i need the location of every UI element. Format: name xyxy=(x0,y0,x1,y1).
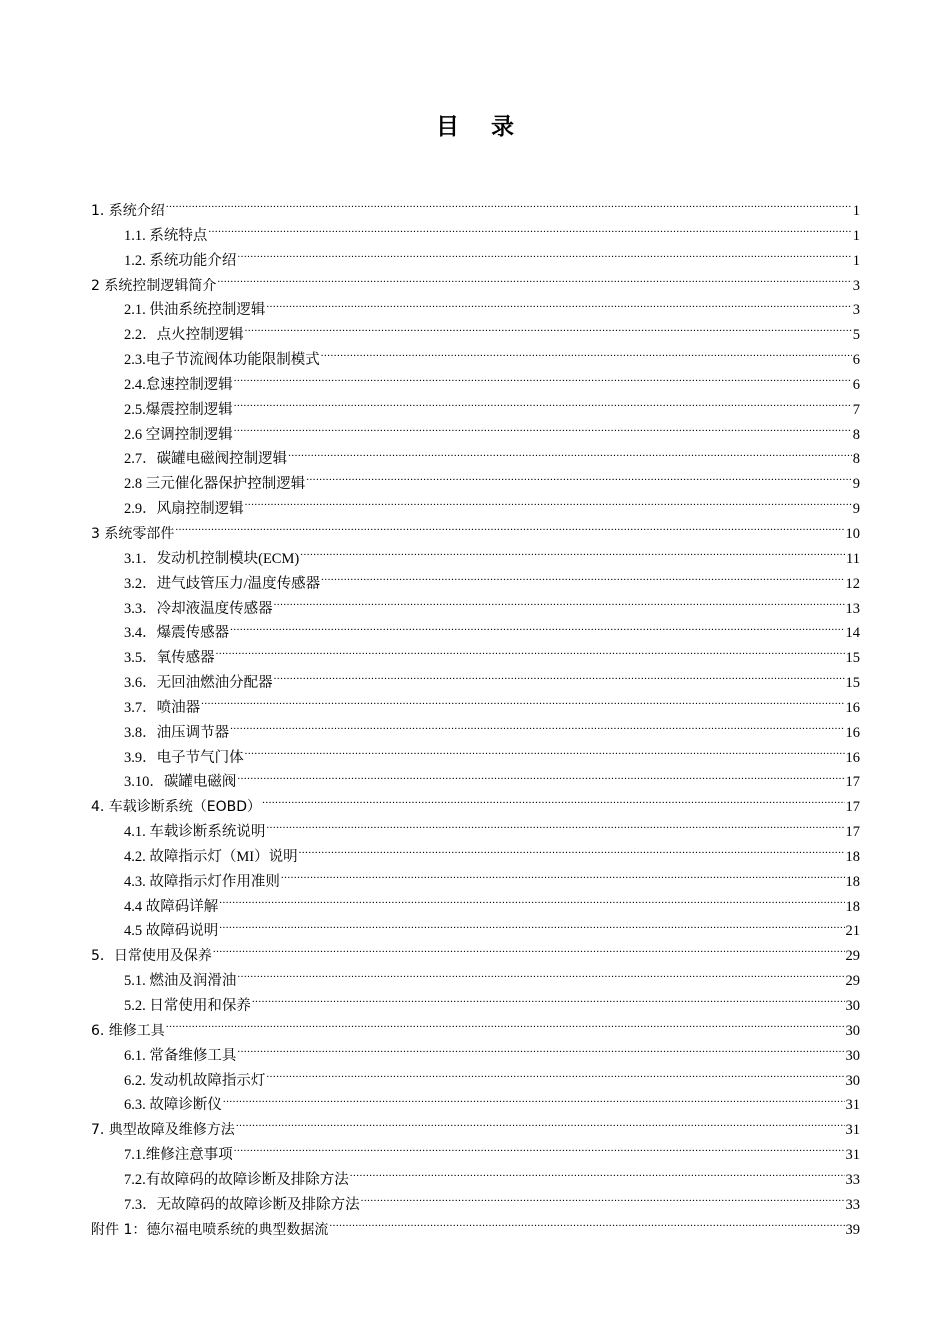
toc-section-entry[interactable] xyxy=(91,572,860,597)
toc-entry-title: 2.5.爆震控制逻辑 xyxy=(124,401,233,418)
toc-dot-leader xyxy=(361,1194,845,1209)
toc-entry-title: 1. 系统介绍 xyxy=(91,203,165,219)
toc-entry-title: 4. 车载诊断系统（EOBD） xyxy=(91,799,262,816)
toc-section-entry[interactable] xyxy=(91,1093,860,1118)
toc-dot-leader xyxy=(208,225,851,240)
toc-page-number: 15 xyxy=(845,675,860,692)
toc-entry-title: 6.2. 发动机故障指示灯 xyxy=(124,1072,266,1089)
toc-entry-title: 7.1.维修注意事项 xyxy=(124,1147,233,1164)
toc-chapter-entry[interactable] xyxy=(91,795,860,820)
toc-dot-leader xyxy=(175,524,844,538)
toc-chapter-entry[interactable] xyxy=(91,199,860,224)
toc-dot-leader xyxy=(230,623,844,638)
toc-dot-leader xyxy=(230,722,844,737)
toc-section-entry[interactable] xyxy=(91,671,860,696)
toc-dot-leader xyxy=(216,648,845,663)
toc-dot-leader xyxy=(236,1120,845,1134)
toc-dot-leader xyxy=(234,1145,845,1160)
toc-page-number: 6 xyxy=(852,376,860,393)
toc-section-entry[interactable] xyxy=(91,1044,860,1069)
toc-page-number: 16 xyxy=(845,699,860,716)
toc-entry-title: 6.1. 常备维修工具 xyxy=(124,1047,237,1064)
toc-entry-title: 1.1. 系统特点 xyxy=(124,227,208,244)
toc-entry-title: 5．日常使用及保养 xyxy=(91,948,212,965)
toc-dot-leader xyxy=(274,673,845,688)
toc-section-entry[interactable] xyxy=(91,1168,860,1193)
toc-entry-title: 3.3．冷却液温度传感器 xyxy=(124,600,273,617)
toc-section-entry[interactable] xyxy=(91,895,860,920)
toc-entry-title: 3.7．喷油器 xyxy=(124,699,201,716)
toc-page-number: 30 xyxy=(845,1022,860,1039)
toc-page-number: 16 xyxy=(845,749,860,766)
toc-dot-leader xyxy=(266,1070,844,1085)
toc-section-entry[interactable] xyxy=(91,224,860,249)
toc-entry-title: 4.1. 车载诊断系统说明 xyxy=(124,824,266,841)
toc-dot-leader xyxy=(281,871,845,886)
toc-dot-leader xyxy=(237,772,844,787)
toc-entry-title: 3.8．油压调节器 xyxy=(124,724,230,741)
toc-entry-title: 3.1．发动机控制模块(ECM) xyxy=(124,550,300,567)
toc-section-entry[interactable] xyxy=(91,547,860,572)
toc-dot-leader xyxy=(252,996,845,1011)
toc-page-number: 31 xyxy=(845,1122,860,1139)
toc-entry-title: 2.9．风扇控制逻辑 xyxy=(124,501,244,518)
toc-page-number: 3 xyxy=(852,302,860,319)
toc-entry-title: 2.4.怠速控制逻辑 xyxy=(124,376,233,393)
toc-section-entry[interactable] xyxy=(91,721,860,746)
toc-dot-leader xyxy=(166,201,852,215)
toc-entry-title: 3.10．碳罐电磁阀 xyxy=(124,774,237,791)
toc-section-entry[interactable] xyxy=(91,746,860,771)
toc-section-entry[interactable] xyxy=(91,323,860,348)
toc-entry-title: 2.6 空调控制逻辑 xyxy=(124,426,233,443)
toc-dot-leader xyxy=(166,1021,845,1035)
toc-section-entry[interactable] xyxy=(91,621,860,646)
toc-page-number: 9 xyxy=(852,501,860,518)
toc-page-number: 5 xyxy=(852,327,860,344)
toc-dot-leader xyxy=(245,325,852,340)
toc-page-number: 29 xyxy=(845,948,860,965)
toc-entry-title: 2 系统控制逻辑简介 xyxy=(91,277,217,294)
toc-dot-leader xyxy=(245,499,852,514)
toc-dot-leader xyxy=(306,474,852,489)
toc-entry-title: 2.3.电子节流阀体功能限制模式 xyxy=(124,352,320,369)
toc-dot-leader xyxy=(288,449,852,464)
toc-entry-title: 6.3. 故障诊断仪 xyxy=(124,1097,222,1114)
toc-page-number: 18 xyxy=(845,898,860,915)
toc-entry-title: 1.2. 系统功能介绍 xyxy=(124,252,237,269)
toc-page-number: 7 xyxy=(852,401,860,418)
toc-page-number: 33 xyxy=(845,1196,860,1213)
toc-dot-leader xyxy=(234,424,852,439)
toc-page-number: 8 xyxy=(852,426,860,443)
toc-dot-leader xyxy=(237,971,844,986)
toc-page-number: 10 xyxy=(845,525,860,542)
toc-entry-title: 7.2.有故障码的故障诊断及排除方法 xyxy=(124,1171,349,1188)
toc-section-entry[interactable] xyxy=(91,845,860,870)
toc-dot-leader xyxy=(266,822,844,837)
toc-entry-title: 2.7．碳罐电磁阀控制逻辑 xyxy=(124,451,288,468)
toc-section-entry[interactable] xyxy=(91,298,860,323)
toc-chapter-entry[interactable] xyxy=(91,1218,860,1243)
toc-page-number: 17 xyxy=(845,824,860,841)
toc-entry-title: 7. 典型故障及维修方法 xyxy=(91,1122,235,1139)
toc-page-number: 30 xyxy=(845,1047,860,1064)
toc-dot-leader xyxy=(201,697,844,712)
toc-dot-leader xyxy=(237,250,851,265)
toc-page-number: 1 xyxy=(852,203,860,219)
toc-page-number: 21 xyxy=(845,923,860,940)
toc-dot-leader xyxy=(274,598,845,613)
toc-section-entry[interactable] xyxy=(91,696,860,721)
toc-dot-leader xyxy=(321,350,852,365)
toc-section-entry[interactable] xyxy=(91,597,860,622)
toc-dot-leader xyxy=(223,1095,845,1110)
toc-dot-leader xyxy=(262,797,844,811)
toc-section-entry[interactable] xyxy=(91,919,860,944)
toc-page-number: 17 xyxy=(845,774,860,791)
toc-entry-title: 6. 维修工具 xyxy=(91,1022,165,1039)
toc-dot-leader xyxy=(234,374,852,389)
toc-section-entry[interactable] xyxy=(91,249,860,274)
toc-dot-leader xyxy=(245,747,845,762)
toc-entry-title: 附件 1：德尔福电喷系统的典型数据流 xyxy=(91,1221,329,1238)
toc-entry-title: 2.2．点火控制逻辑 xyxy=(124,327,244,344)
toc-page-number: 14 xyxy=(845,625,860,642)
toc-dot-leader xyxy=(219,896,844,911)
toc-section-entry[interactable] xyxy=(91,398,860,423)
toc-section-entry[interactable] xyxy=(91,646,860,671)
toc-page-number: 29 xyxy=(845,973,860,990)
toc-entry-title: 4.3. 故障指示灯作用准则 xyxy=(124,873,280,890)
toc-section-entry[interactable] xyxy=(91,447,860,472)
toc-page-number: 18 xyxy=(845,848,860,865)
toc-page-number: 33 xyxy=(845,1171,860,1188)
toc-entry-title: 4.2. 故障指示灯（MI）说明 xyxy=(124,848,298,865)
toc-dot-leader xyxy=(213,946,845,960)
toc-section-entry[interactable] xyxy=(91,423,860,448)
toc-chapter-entry[interactable] xyxy=(91,274,860,299)
toc-page-number: 11 xyxy=(846,550,860,567)
toc-section-entry[interactable] xyxy=(91,472,860,497)
toc-section-entry[interactable] xyxy=(91,820,860,845)
toc-section-entry[interactable] xyxy=(91,373,860,398)
toc-entry-title: 3.2．进气歧管压力/温度传感器 xyxy=(124,575,321,592)
toc-page-number: 1 xyxy=(852,227,860,244)
toc-section-entry[interactable] xyxy=(91,497,860,522)
page-title: 目录 xyxy=(436,114,546,140)
toc-dot-leader xyxy=(300,548,845,563)
toc-entry-title: 5.1. 燃油及润滑油 xyxy=(124,973,237,990)
toc-entry-title: 3.4．爆震传感器 xyxy=(124,625,230,642)
toc-section-entry[interactable] xyxy=(91,1069,860,1094)
toc-page-number: 31 xyxy=(845,1147,860,1164)
toc-section-entry[interactable] xyxy=(91,994,860,1019)
toc-entry-title: 3.9．电子节气门体 xyxy=(124,749,244,766)
toc-page-number: 3 xyxy=(852,277,860,294)
toc-page-number: 30 xyxy=(845,998,860,1014)
toc-page-number: 15 xyxy=(845,650,860,667)
toc-section-entry[interactable] xyxy=(91,1193,860,1218)
toc-entry-title: 5.2. 日常使用和保养 xyxy=(124,998,251,1014)
toc-entry-title: 2.1. 供油系统控制逻辑 xyxy=(124,302,266,319)
toc-section-entry[interactable] xyxy=(91,1143,860,1168)
toc-chapter-entry[interactable] xyxy=(91,1118,860,1143)
toc-section-entry[interactable] xyxy=(91,770,860,795)
toc-page-number: 30 xyxy=(845,1072,860,1089)
toc-section-entry[interactable] xyxy=(91,870,860,895)
toc-page-number: 16 xyxy=(845,724,860,741)
toc-page-number: 39 xyxy=(845,1221,860,1238)
toc-entry-title: 4.5 故障码说明 xyxy=(124,923,219,940)
toc-page-number: 12 xyxy=(845,575,860,592)
toc-dot-leader xyxy=(266,300,851,315)
toc-page-number: 8 xyxy=(852,451,860,468)
toc-page-number: 18 xyxy=(845,873,860,890)
toc-chapter-entry[interactable] xyxy=(91,944,860,969)
toc-section-entry[interactable] xyxy=(91,969,860,994)
toc-entry-title: 3.5．氧传感器 xyxy=(124,650,215,667)
toc-dot-leader xyxy=(234,399,852,414)
toc-entry-title: 7.3．无故障码的故障诊断及排除方法 xyxy=(124,1196,360,1213)
toc-dot-leader xyxy=(237,1045,844,1060)
toc-chapter-entry[interactable] xyxy=(91,522,860,547)
toc-entry-title: 3.6．无回油燃油分配器 xyxy=(124,675,273,692)
toc-page-number: 17 xyxy=(845,799,860,816)
toc-dot-leader xyxy=(217,276,851,290)
toc-entry-title: 3 系统零部件 xyxy=(91,525,175,542)
toc-dot-leader xyxy=(350,1169,845,1184)
toc-section-entry[interactable] xyxy=(91,348,860,373)
toc-page-number: 31 xyxy=(845,1097,860,1114)
toc-page-number: 6 xyxy=(852,352,860,369)
toc-dot-leader xyxy=(329,1220,844,1234)
toc-dot-leader xyxy=(219,921,844,936)
toc-dot-leader xyxy=(299,846,845,861)
table-of-contents xyxy=(91,199,860,1242)
toc-chapter-entry[interactable] xyxy=(91,1019,860,1044)
toc-entry-title: 4.4 故障码详解 xyxy=(124,898,219,915)
toc-entry-title: 2.8 三元催化器保护控制逻辑 xyxy=(124,476,306,493)
toc-dot-leader xyxy=(321,573,844,588)
toc-page-number: 9 xyxy=(852,476,860,493)
toc-page-number: 13 xyxy=(845,600,860,617)
toc-page-number: 1 xyxy=(852,252,860,269)
